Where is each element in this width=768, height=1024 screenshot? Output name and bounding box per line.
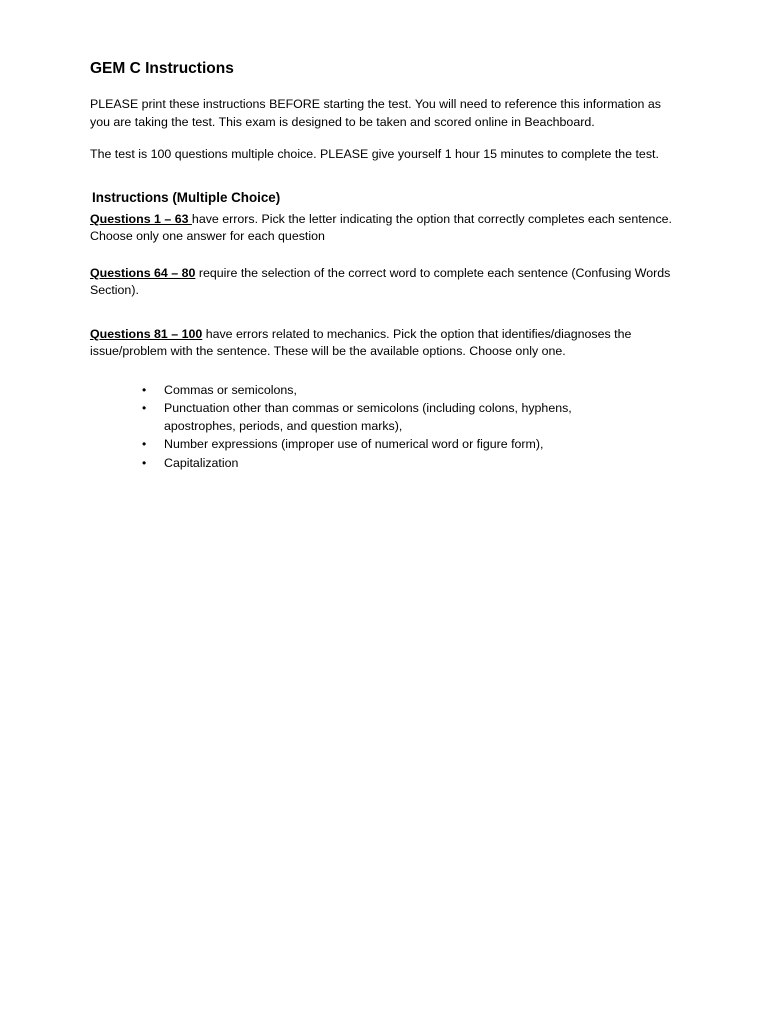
document-title: GEM C Instructions xyxy=(90,60,234,77)
option-text: Capitalization xyxy=(164,455,239,470)
list-item xyxy=(142,455,614,473)
list-item xyxy=(142,436,614,454)
test-info-paragraph: The test is 100 questions multiple choice. PLEASE give yourself 1 hour 15 minutes to complete the test. xyxy=(90,147,659,161)
intro-paragraph: PLEASE print these instructions BEFORE starting the test. You will need to reference this information as you are taking the test. This exam is designed to be taken and scored online in Beachboard. xyxy=(90,97,661,129)
question-block-2 xyxy=(90,265,680,300)
option-text: Commas or semicolons, xyxy=(164,382,297,397)
question-block-3 xyxy=(90,326,680,361)
list-item xyxy=(142,382,614,400)
list-item xyxy=(142,400,614,435)
bullet-icon: • xyxy=(142,455,147,470)
section-heading: Instructions (Multiple Choice) xyxy=(92,189,281,205)
bullet-icon: • xyxy=(142,382,147,397)
question-block-1 xyxy=(90,211,680,246)
document-content xyxy=(90,58,680,473)
question-block-text-3: have errors related to mechanics. Pick the option that identifies/diagnoses the issue/problem with the sentence. These will be the available options. Choose only one. xyxy=(90,326,632,358)
question-range-label-2: Questions 64 – 80 xyxy=(90,265,196,280)
bullet-icon: • xyxy=(142,401,147,415)
options-list xyxy=(90,382,680,473)
question-range-label-1: Questions 1 – 63 xyxy=(90,211,192,226)
bullet-icon: • xyxy=(142,437,147,451)
question-block-text-2: require the selection of the correct word to complete each sentence (Confusing Words Section). xyxy=(90,265,671,297)
option-text: Number expressions (improper use of numerical word or figure form), xyxy=(164,437,544,451)
option-text: Punctuation other than commas or semicolons (including colons, hyphens, apostrophes, periods, and question marks), xyxy=(164,401,572,433)
question-block-text-1: have errors. Pick the letter indicating the option that correctly completes each sentence. Choose only one answer for each question xyxy=(90,211,672,243)
question-range-label-3: Questions 81 – 100 xyxy=(90,326,203,341)
